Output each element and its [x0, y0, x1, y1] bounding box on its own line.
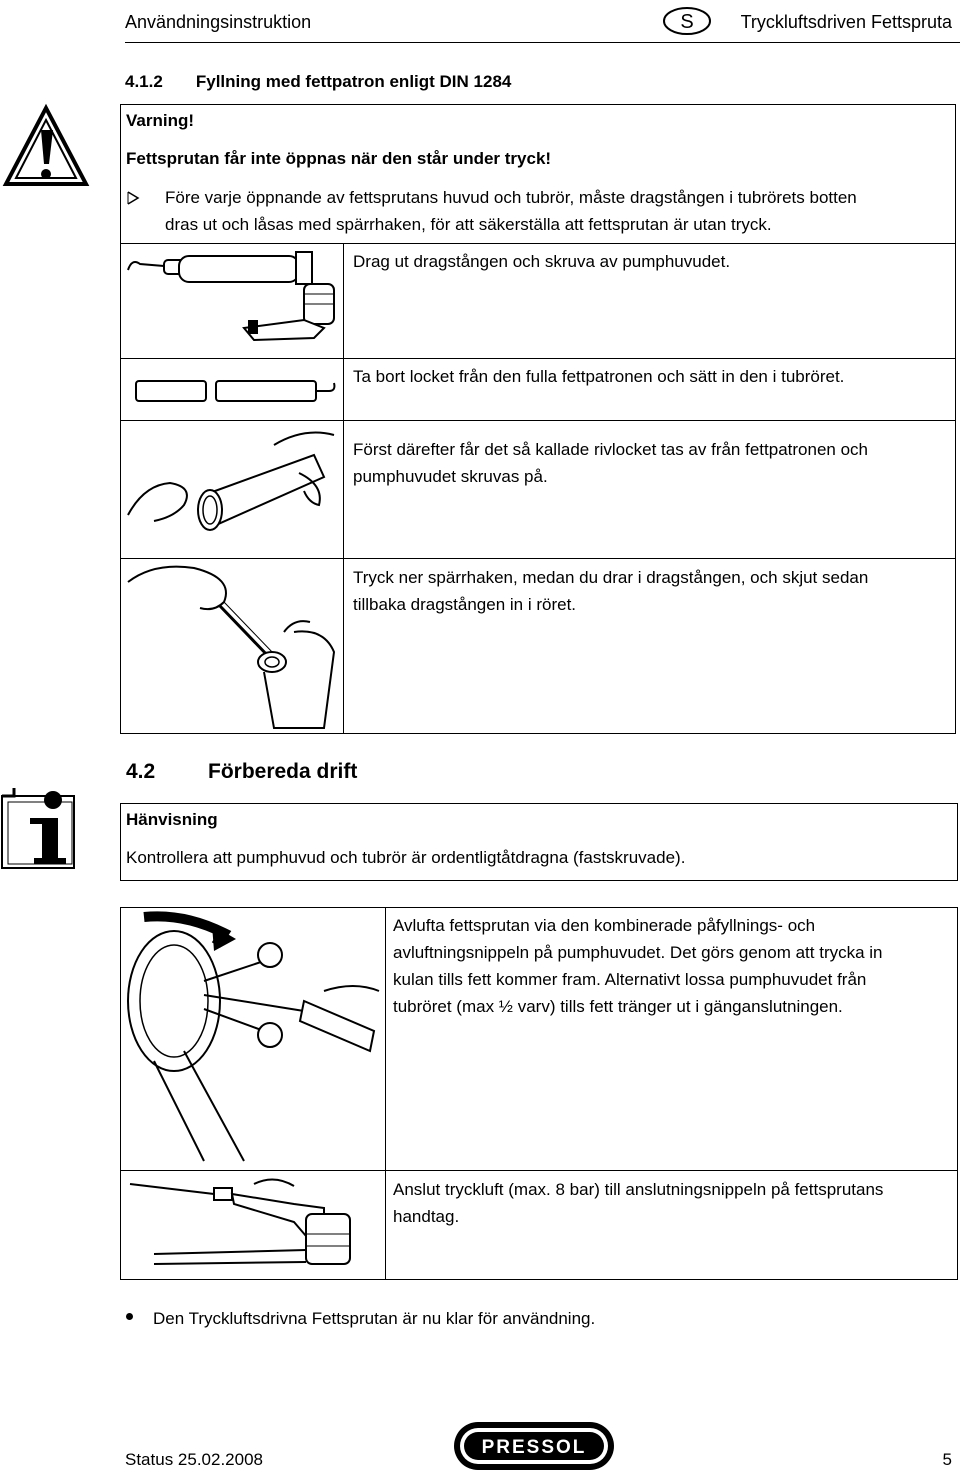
table-divider: [120, 243, 956, 244]
section-title-4-2: Förbereda drift: [208, 760, 358, 783]
illustration-grease-cartridge: [124, 365, 339, 415]
step-2-text: Ta bort locket från den fulla fettpatronen och sätt in den i tubröret.: [353, 367, 845, 386]
air-step-line2: handtag.: [393, 1207, 460, 1226]
header-s-logo: [662, 6, 712, 36]
warning-triangle-icon: [4, 104, 88, 188]
table-column-divider: [385, 907, 386, 1280]
table-divider: [120, 558, 956, 559]
note-label: Hänvisning: [126, 810, 218, 829]
footer-page-number: 5: [942, 1450, 952, 1469]
info-icon: [0, 786, 78, 870]
illustration-pull-rod-unscrew-head: [124, 248, 339, 354]
table-column-divider: [343, 243, 344, 734]
step-1-text: Drag ut dragstången och skruva av pumphuvudet.: [353, 252, 731, 271]
step-4-text-line2: tillbaka dragstången in i röret.: [353, 595, 577, 614]
vent-step-line3: kulan tills fett kommer fram. Alternativt lossa pumphuvudet från: [393, 970, 867, 989]
table-divider: [120, 420, 956, 421]
illustration-push-rod-back: [124, 562, 339, 730]
bullet-text-line2: dras ut och låsas med spärrhaken, för att säkerställa att fettsprutan är utan tryck.: [165, 215, 772, 234]
header-logo-letter: S: [680, 11, 694, 33]
header-rule: [125, 42, 960, 43]
header-document-title: Användningsinstruktion: [125, 12, 312, 32]
bullet-text-line1: Före varje öppnande av fettsprutans huvud och tubrör, måste dragstången i tubrörets botten: [165, 188, 857, 207]
warning-label: Varning!: [126, 111, 195, 130]
illustration-vent-grease-gun: [124, 911, 381, 1166]
table-divider: [120, 1170, 958, 1171]
round-bullet-icon: [126, 1313, 133, 1320]
step-3-text-line1: Först därefter får det så kallade rivlocket tas av från fettpatronen och: [353, 440, 868, 459]
table-divider: [120, 358, 956, 359]
final-bullet-text: Den Tryckluftsdrivna Fettsprutan är nu klar för användning.: [153, 1309, 596, 1328]
note-text: Kontrollera att pumphuvud och tubrör är ordentligtåtdragna (fastskruvade).: [126, 848, 686, 867]
illustration-remove-tear-lid: [124, 425, 339, 555]
vent-step-line4: tubröret (max ½ varv) tills fett tränger ut i gänganslutningen.: [393, 997, 843, 1016]
step-4-text-line1: Tryck ner spärrhaken, medan du drar i dragstången, och skjut sedan: [353, 568, 869, 587]
warning-text: Fettsprutan får inte öppnas när den står under tryck!: [126, 149, 552, 168]
vent-step-line1: Avlufta fettsprutan via den kombinerade påfyllnings- och: [393, 916, 816, 935]
footer-status: Status 25.02.2008: [125, 1450, 264, 1469]
header-product-name: Tryckluftsdriven Fettspruta: [740, 12, 952, 32]
section-number-4-2: 4.2: [126, 760, 156, 783]
pressol-logo: [452, 1420, 616, 1472]
section-title-4-1-2: 4.1.2 Fyllning med fettpatron enligt DIN 1284: [125, 72, 512, 91]
illustration-air-connection: [124, 1174, 381, 1276]
step-3-text-line2: pumphuvudet skruvas på.: [353, 467, 548, 486]
vent-step-line2: avluftningsnippeln på pumphuvudet. Det görs genom att trycka in: [393, 943, 883, 962]
arrow-bullet-icon: [126, 190, 140, 210]
pressol-logo-text: PRESSOL: [481, 1437, 587, 1458]
air-step-line1: Anslut tryckluft (max. 8 bar) till anslutningsnippeln på fettsprutans: [393, 1180, 884, 1199]
